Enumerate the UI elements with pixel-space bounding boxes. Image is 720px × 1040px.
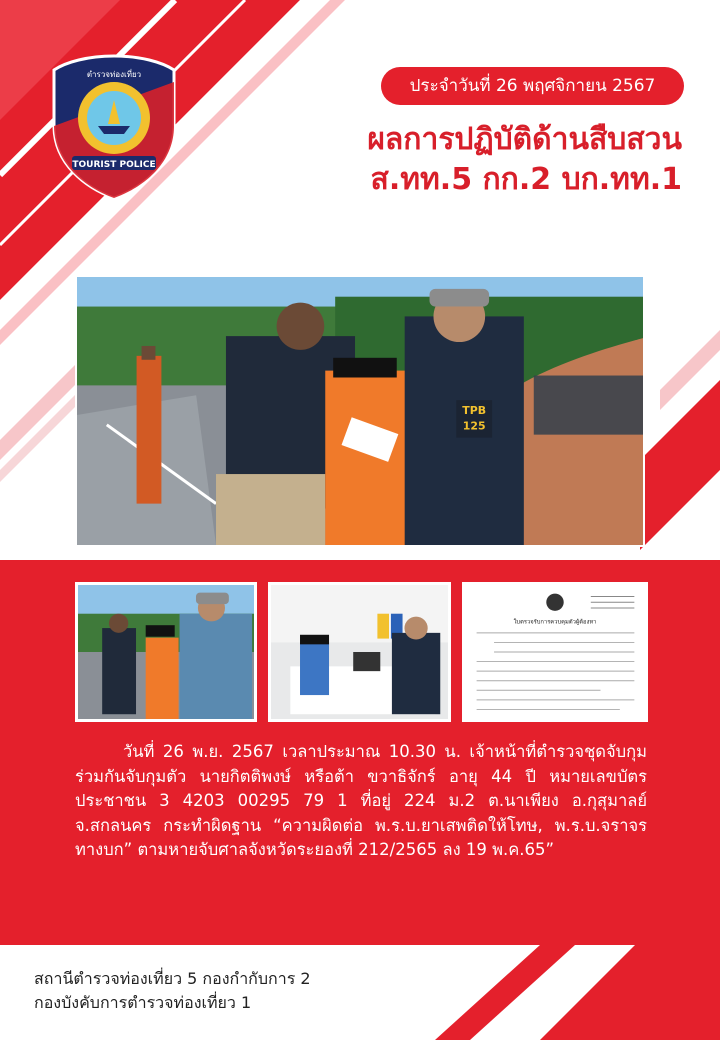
title-line-1: ผลการปฏิบัติด้านสืบสวน [367, 122, 682, 157]
vest-number: 125 [462, 419, 486, 433]
logo-bottom-text: TOURIST POLICE [72, 160, 156, 170]
footer-line-1: สถานีตำรวจท่องเที่ยว 5 กองกำกับการ 2 [34, 969, 311, 988]
main-photo [75, 275, 645, 547]
footer-line-2: กองบังคับการตำรวจท่องเที่ยว 1 [34, 993, 252, 1012]
date-badge: ประจำวันที่ 26 พฤศจิกายน 2567 [381, 67, 684, 105]
arrest-scene-illustration [77, 277, 643, 545]
document-illustration [465, 585, 645, 719]
document-heading: ใบตรวจรับการควบคุมตัวผู้ต้องหา [513, 619, 597, 626]
footer-unit-name [34, 967, 434, 1015]
page-title [262, 120, 682, 200]
thumbnail-photo-1 [75, 582, 257, 722]
vest-label: TPB [462, 403, 487, 417]
tourist-police-logo [48, 52, 180, 202]
office-scene-illustration [271, 585, 448, 719]
roadside-scene-illustration [78, 585, 254, 719]
thumbnail-photo-2 [268, 582, 451, 722]
report-body-text: วันที่ 26 พ.ย. 2567 เวลาประมาณ 10.30 น. เจ้าหน้าที่ตำรวจชุดจับกุม ร่วมกันจับกุมตัว นายกิตติพงษ์ หรือต้า ขวาธิจักร์ อายุ 44 ปี หมายเลขบัตรประชาชน 3 4203 00295 79 1 ที่อยู่ 224 ม.2 ต.นาเพียง อ.กุสุมาลย์ จ.สกลนคร กระทำผิดฐาน “ความผิดต่อ พ.ร.บ.ยาเสพติดให้โทษ, พ.ร.บ.จราจรทางบก” ตามหายจับศาลจังหวัดระยองที่ 212/2565 ลง 19 พ.ค.65” [75, 742, 647, 860]
logo-top-text: ตำรวจท่องเที่ยว [86, 70, 142, 79]
title-line-2: ส.ทท.5 กก.2 บก.ทท.1 [370, 162, 682, 197]
thumbnail-document [462, 582, 648, 722]
